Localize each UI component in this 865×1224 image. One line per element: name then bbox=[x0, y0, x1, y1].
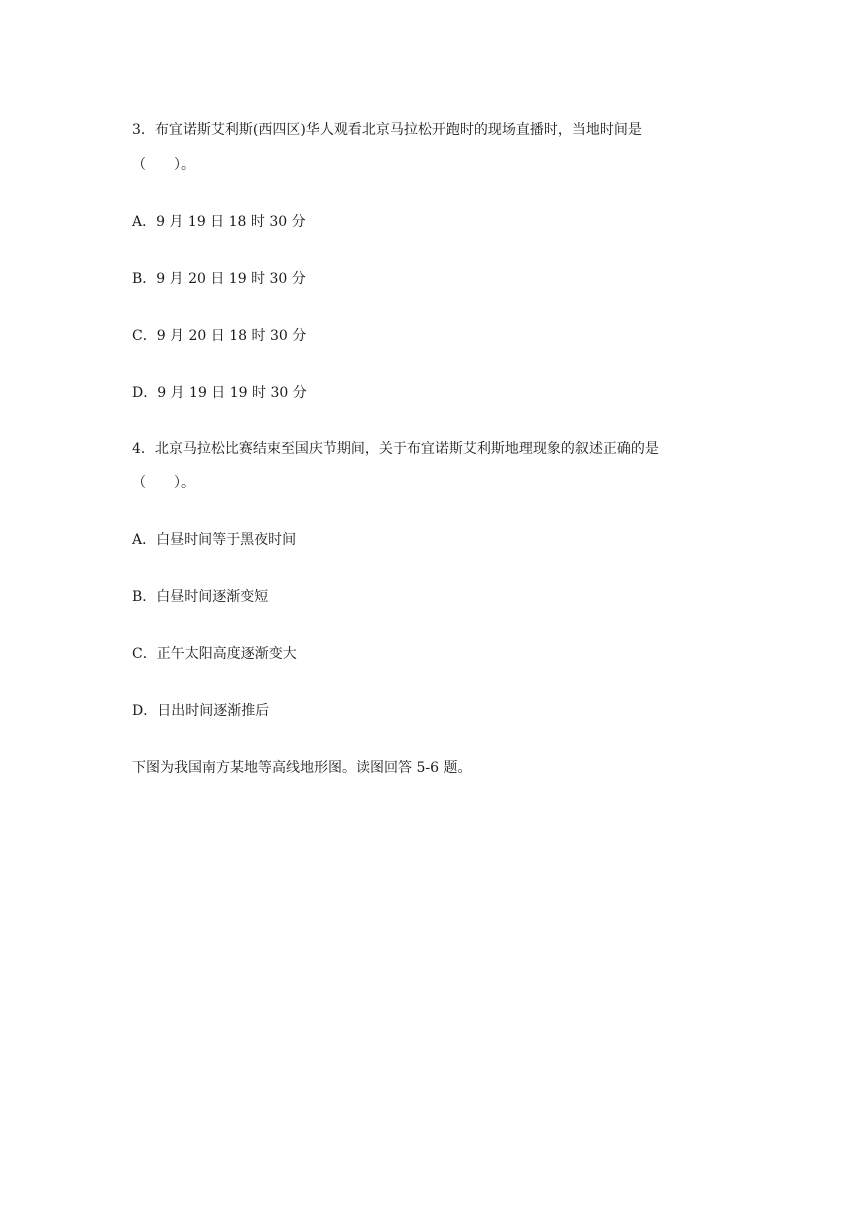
figure-intro-text: 下图为我国南方某地等高线地形图。读图回答 5-6 题。 bbox=[132, 760, 472, 776]
question-4-option-a: A．白昼时间等于黑夜时间 bbox=[132, 532, 297, 548]
question-3-option-d: D．9 月 19 日 19 时 30 分 bbox=[132, 385, 307, 401]
question-3-option-c: C．9 月 20 日 18 时 30 分 bbox=[132, 328, 307, 344]
question-4-stem-blank: （ ）。 bbox=[132, 475, 195, 491]
question-3-stem: 3．布宜诺斯艾利斯(西四区)华人观看北京马拉松开跑时的现场直播时，当地时间是 bbox=[132, 122, 642, 138]
question-3-option-b: B．9 月 20 日 19 时 30 分 bbox=[132, 271, 306, 287]
question-3-stem-blank: （ ）。 bbox=[132, 157, 195, 173]
question-4-option-b: B．白昼时间逐渐变短 bbox=[132, 589, 269, 605]
question-4-option-c: C．正午太阳高度逐渐变大 bbox=[132, 646, 297, 662]
question-4-option-d: D．日出时间逐渐推后 bbox=[132, 703, 270, 719]
question-3-option-a: A．9 月 19 日 18 时 30 分 bbox=[132, 214, 306, 230]
question-4-stem: 4．北京马拉松比赛结束至国庆节期间，关于布宜诺斯艾利斯地理现象的叙述正确的是 bbox=[132, 441, 659, 457]
